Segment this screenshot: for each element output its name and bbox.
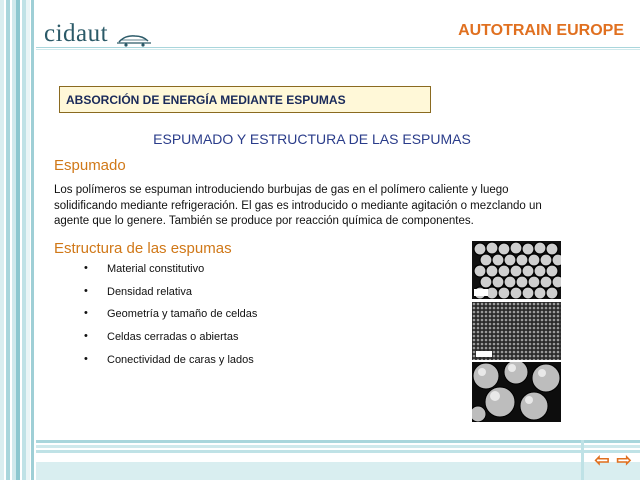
foam-fine-micrograph (472, 302, 561, 360)
arrow-left-icon[interactable]: ⇦ (594, 450, 610, 470)
slide-title: ESPUMADO Y ESTRUCTURA DE LAS ESPUMAS (153, 131, 471, 147)
bullet-text: Densidad relativa (107, 285, 192, 298)
structure-bullet-list (84, 263, 257, 376)
brand-title: AUTOTRAIN EUROPE (458, 22, 624, 39)
foam-cells-micrograph (472, 241, 561, 299)
section-title: ABSORCIÓN DE ENERGÍA MEDIANTE ESPUMAS (66, 93, 346, 107)
car-logo-icon (117, 33, 151, 47)
bullet-icon: • (84, 262, 88, 274)
bullet-text: Celdas cerradas o abiertas (107, 331, 239, 344)
section-title-box (59, 86, 431, 113)
list-item (84, 263, 257, 286)
bullet-icon: • (84, 284, 88, 297)
bullet-text: Material constitutivo (107, 263, 205, 275)
header-divider (36, 47, 640, 50)
cidaut-logo (44, 20, 108, 50)
body-paragraph: Los polímeros se espuman introduciendo burbujas de gas en el polímero caliente y luego solidificando mediante refrigeración. El gas es introducido o mediante agitación o mezclando un agente que lo genere. También se produce por reacción química de componentes. (54, 184, 542, 227)
bullet-text: Geometría y tamaño de celdas (107, 308, 258, 321)
foam-spheres-micrograph (472, 362, 561, 422)
subhead-espumado: Espumado (54, 157, 126, 174)
footer-band (36, 462, 640, 480)
bullet-icon: • (84, 307, 88, 320)
list-item (84, 286, 257, 309)
left-decorative-stripes (0, 0, 36, 480)
bullet-icon: • (84, 352, 88, 365)
footer-stripes (36, 440, 640, 460)
arrow-right-icon[interactable]: ⇨ (616, 450, 632, 470)
footer-separator (581, 440, 584, 480)
bullet-icon: • (84, 330, 88, 343)
list-item (84, 354, 257, 377)
logo-text: cidaut (44, 20, 109, 47)
list-item (84, 308, 257, 331)
list-item (84, 331, 257, 354)
bullet-text: Conectividad de caras y lados (107, 353, 254, 366)
subhead-estructura: Estructura de las espumas (54, 240, 232, 257)
